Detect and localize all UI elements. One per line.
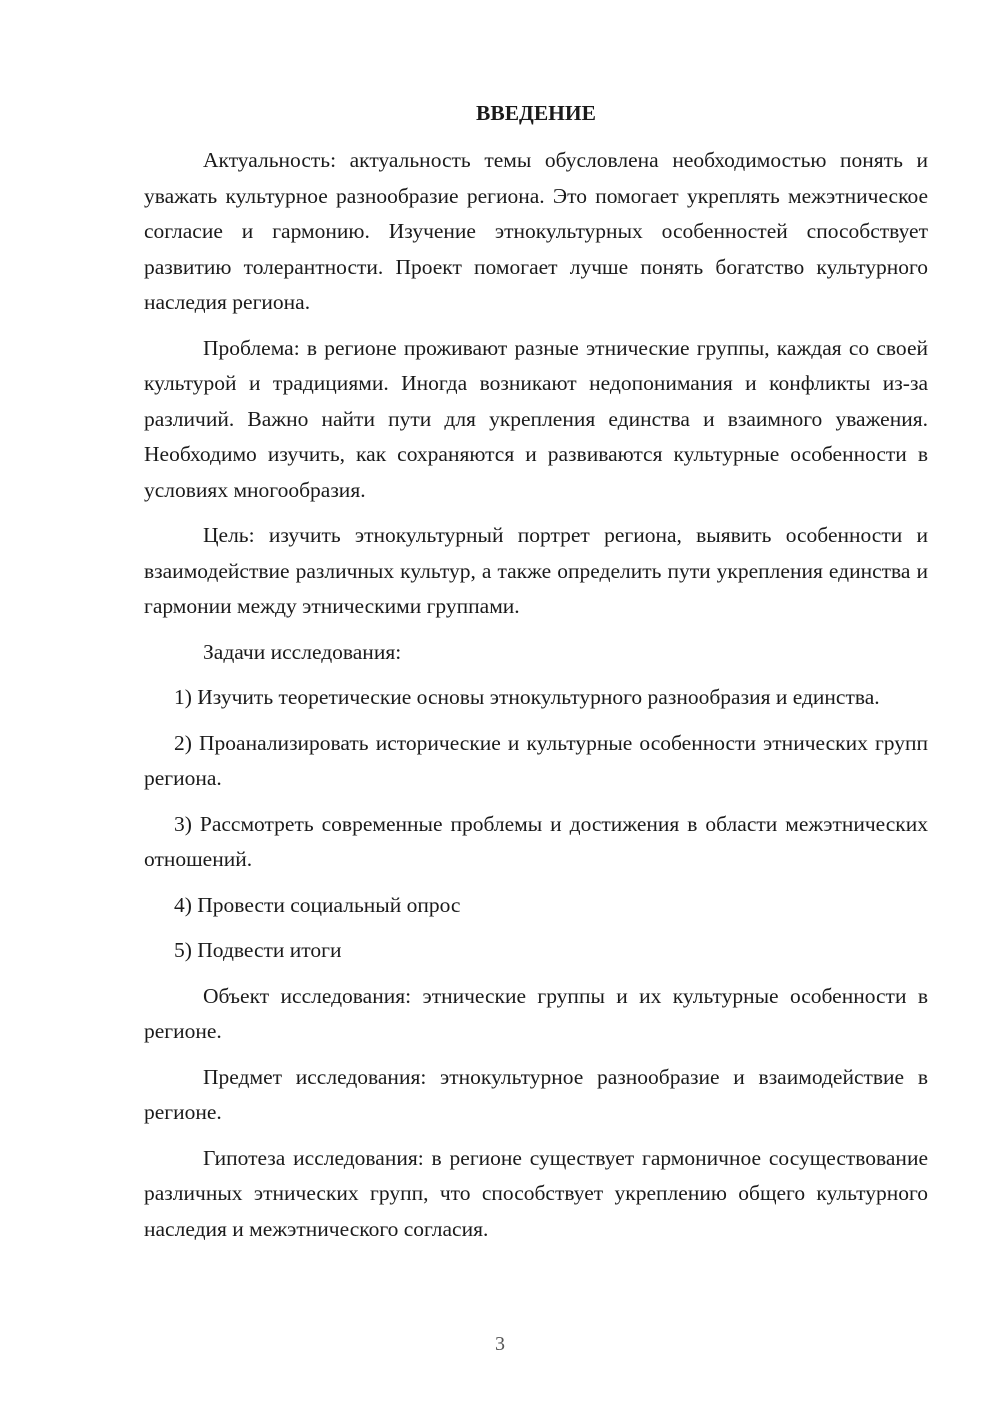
task-item-5: 5) Подвести итоги (174, 938, 342, 962)
page-number: 3 (495, 1333, 505, 1355)
task-item-1: 1) Изучить теоретические основы этнокультурного разнообразия и единства. (174, 685, 880, 709)
page-content (144, 96, 928, 1257)
task-item-3: 3) Рассмотреть современные проблемы и достижения в области межэтнических отношений. (144, 811, 928, 871)
paragraph-goal: Цель: изучить этнокультурный портрет региона, выявить особенности и взаимодействие различных культур, а также определить пути укрепления единства и гармонии между этническими группами. (144, 523, 928, 618)
task-item-2: 2) Проанализировать исторические и культурные особенности этнических групп региона. (144, 730, 928, 790)
paragraph-hypothesis: Гипотеза исследования: в регионе существует гармоничное сосуществование различных этнических групп, что способствует укреплению общего культурного наследия и межэтнического согласия. (144, 1145, 928, 1241)
tasks-heading: Задачи исследования: (203, 639, 402, 664)
paragraph-subject: Предмет исследования: этнокультурное разнообразие и взаимодействие в регионе. (144, 1064, 928, 1124)
paragraph-problem: Проблема: в регионе проживают разные этнические группы, каждая со своей культурой и традициями. Иногда возникают недопонимания и конфликты из-за различий. Важно найти пути для укрепления единства и взаимного уважения. Необходимо изучить, как сохраняются и развиваются культурные особенности в условиях многообразия. (144, 335, 928, 502)
task-item-4: 4) Провести социальный опрос (174, 892, 461, 917)
paragraph-object: Объект исследования: этнические группы и их культурные особенности в регионе. (144, 983, 928, 1043)
paragraph-relevance: Актуальность: актуальность темы обусловлена необходимостью понять и уважать культурное разнообразие региона. Это помогает укреплять межэтническое согласие и гармонию. Изучение этнокультурных особенностей способствует развитию толерантности. Проект помогает лучше понять богатство культурного наследия региона. (144, 148, 928, 314)
page-title: ВВЕДЕНИЕ (476, 101, 596, 125)
